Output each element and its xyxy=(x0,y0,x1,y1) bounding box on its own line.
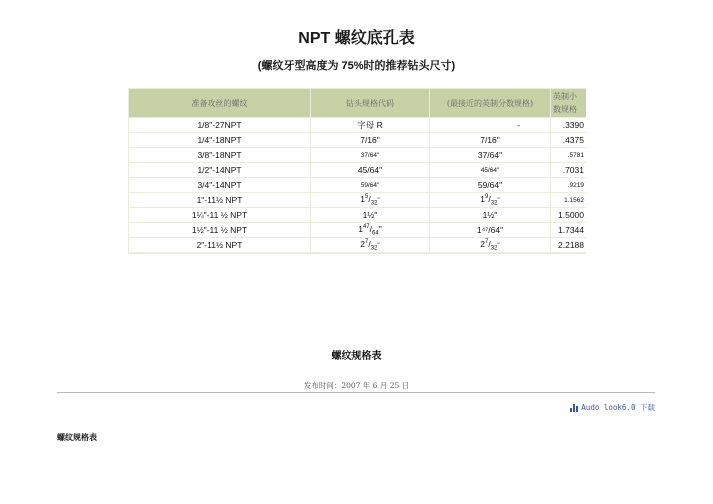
cell-fraction: 45/64" xyxy=(430,163,550,177)
bottom-section-label: 螺纹规格表 xyxy=(57,433,97,442)
table-row xyxy=(129,208,586,222)
table-row xyxy=(129,118,586,132)
bar-chart-icon xyxy=(570,404,578,412)
cell-drill: $1^{47}/_{64}$" xyxy=(311,223,429,237)
cell-drill: $2^7/_{32}$" xyxy=(311,238,429,252)
cell-fraction: 1½" xyxy=(430,208,550,222)
col-header-decimal: 英制小 数规格 xyxy=(551,89,586,117)
cell-drill: 字母 R xyxy=(311,118,429,132)
cell-thread: 2"-11½ NPT xyxy=(129,238,310,252)
table-header-row xyxy=(129,89,586,117)
section-title: 螺纹规格表 xyxy=(331,351,382,362)
npt-drill-table xyxy=(128,88,587,253)
cell-thread: 3/4"-14NPT xyxy=(129,178,310,192)
cell-decimal: 2.2188 xyxy=(551,238,586,252)
table-row xyxy=(129,133,586,147)
cell-decimal: .7031 xyxy=(551,163,586,177)
cell-fraction: $1^9/_{32}$" xyxy=(430,193,550,207)
cell-thread: 1"-11½ NPT xyxy=(129,193,310,207)
cell-drill: $1^5/_{32}$" xyxy=(311,193,429,207)
npt-table-container xyxy=(128,88,586,254)
publish-date: 发布时间：2007 年 6 月 25 日 xyxy=(303,381,410,390)
download-link-label: Audo look6.0 下载 xyxy=(581,403,655,412)
cell-fraction: 7/16" xyxy=(430,133,550,147)
cell-decimal: .9219 xyxy=(551,178,586,192)
cell-fraction: 59/64" xyxy=(430,178,550,192)
cell-decimal: 1.7344 xyxy=(551,223,586,237)
cell-fraction: $2^7/_{32}$" xyxy=(430,238,550,252)
cell-drill: 45/64" xyxy=(311,163,429,177)
download-link[interactable] xyxy=(570,402,655,413)
table-row xyxy=(129,148,586,162)
cell-drill: 37/64" xyxy=(311,148,429,162)
table-row xyxy=(129,193,586,207)
cell-thread: 1/4"-18NPT xyxy=(129,133,310,147)
cell-decimal: 1.5000 xyxy=(551,208,586,222)
cell-decimal: .5781 xyxy=(551,148,586,162)
page-subtitle: (螺纹牙型高度为 75%时的推荐钻头尺寸) xyxy=(257,60,456,72)
cell-drill: 1½" xyxy=(311,208,429,222)
cell-fraction: 1⁴⁷/64" xyxy=(430,223,550,237)
table-row xyxy=(129,223,586,237)
page-title: NPT 螺纹底孔表 xyxy=(298,30,415,47)
cell-decimal: .3390 xyxy=(551,118,586,132)
cell-drill: 59/64" xyxy=(311,178,429,192)
cell-fraction: - xyxy=(430,118,550,132)
col-header-thread: 准备攻丝的螺纹 xyxy=(129,89,310,117)
cell-decimal: .4375 xyxy=(551,133,586,147)
cell-thread: 1/8"-27NPT xyxy=(129,118,310,132)
cell-thread: 1/2"-14NPT xyxy=(129,163,310,177)
divider xyxy=(57,392,655,393)
cell-thread: 1½"-11 ½ NPT xyxy=(129,223,310,237)
table-row xyxy=(129,163,586,177)
col-header-fraction: (最接近的英制分数规格) xyxy=(430,89,550,117)
table-row xyxy=(129,178,586,192)
cell-decimal: 1.1562 xyxy=(551,193,586,207)
col-header-drill-code: 钻头规格代码 xyxy=(311,89,429,117)
cell-thread: 3/8"-18NPT xyxy=(129,148,310,162)
cell-drill: 7/16" xyxy=(311,133,429,147)
cell-fraction: 37/64" xyxy=(430,148,550,162)
table-row xyxy=(129,238,586,252)
cell-thread: 1¼"-11 ½ NPT xyxy=(129,208,310,222)
